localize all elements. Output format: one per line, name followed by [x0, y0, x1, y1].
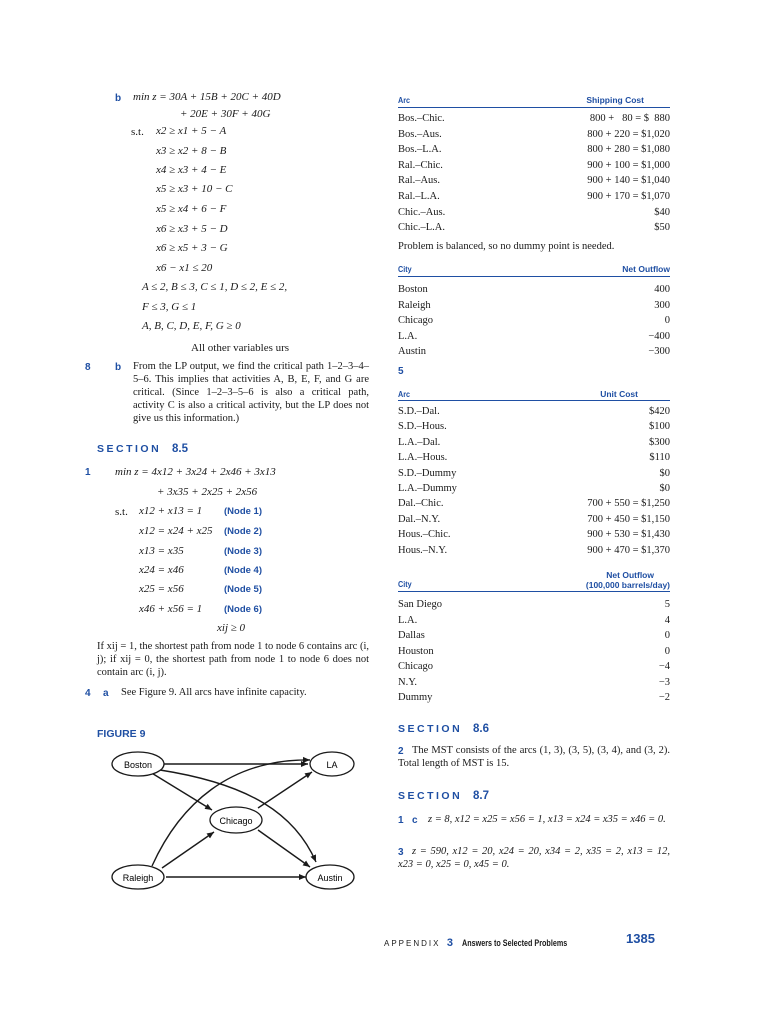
unitcost-cell-right: $0	[659, 467, 670, 479]
footer-appendix-number: 3	[446, 937, 454, 949]
constraint-4: x5 ≥ x3 + 10 − C	[156, 183, 233, 195]
barrels-cell-right: 0	[664, 630, 670, 641]
outflow-cell-right: 300	[654, 299, 670, 311]
unitcost-cell-left: Dal.–N.Y.	[398, 513, 441, 525]
node-austin	[306, 865, 354, 889]
problem-number-1: 1	[85, 467, 91, 478]
problem-number-4: 4	[85, 688, 91, 699]
unitcost-cell-left: Hous.–Chic.	[398, 529, 451, 541]
answer-label-a: a	[103, 688, 109, 699]
lp-objective-line-1: min z = 4x12 + 3x24 + 2x46 + 3x13	[115, 466, 276, 478]
constraint-11: A, B, C, D, E, F, G ≥ 0	[142, 320, 241, 332]
table4-header-outflow: Net Outflow	[606, 570, 654, 580]
shipping-cell-right: 900 + 170 = $1,070	[587, 191, 670, 202]
shipping-cell-right: 800 + 280 = $1,080	[587, 144, 670, 156]
unitcost-cell-left: Hous.–N.Y.	[398, 544, 448, 556]
subject-to: s.t.	[131, 126, 144, 138]
shipping-cell-right: 800 + 220 = $1,020	[587, 128, 670, 140]
page-footer	[384, 933, 593, 951]
arc-chicago-austin	[258, 830, 310, 867]
table4-header-units: (100,000 barrels/day)	[585, 580, 670, 590]
page-number: 1385	[626, 931, 655, 946]
unitcost-cell-right: $0	[659, 483, 670, 494]
unitcost-cell-left: L.A.–Hous.	[398, 452, 448, 464]
table3-header-cost: Unit Cost	[600, 389, 638, 399]
shipping-cell-left: Ral.–Aus.	[398, 175, 440, 187]
shipping-cell-left: Bos.–L.A.	[398, 144, 442, 156]
node-label-2: (Node 2)	[224, 526, 262, 537]
outflow-cell-right: 400	[654, 284, 670, 295]
answer-label-b-8: b	[115, 362, 122, 373]
unitcost-cell-right: 700 + 550 = $1,250	[587, 498, 670, 510]
problem-number-1c: 1	[398, 815, 404, 826]
barrels-cell-right: 0	[664, 645, 670, 657]
table2-rule	[398, 276, 670, 277]
outflow-cell-left: Raleigh	[398, 299, 431, 311]
answer-label-b: b	[115, 93, 122, 104]
node-boston	[112, 752, 164, 776]
unitcost-cell-right: $100	[649, 421, 670, 433]
barrels-cell-right: −3	[658, 676, 670, 688]
outflow-cell-right: 0	[664, 315, 670, 327]
urs-note: All other variables urs	[191, 342, 290, 354]
shipping-cell-left: Bos.–Aus.	[398, 128, 442, 140]
unitcost-cell-right: $300	[649, 436, 670, 448]
shipping-cell-right: 900 + 100 = $1,000	[587, 159, 670, 171]
table1-rule	[398, 107, 670, 108]
barrels-cell-left: N.Y.	[398, 676, 418, 688]
constraint-6: x6 ≥ x3 + 5 − D	[156, 223, 228, 235]
svg-text:Austin: Austin	[317, 873, 343, 883]
unitcost-cell-right: 700 + 450 = $1,150	[587, 513, 670, 525]
node-constraint-5: x25 = x56	[139, 583, 184, 595]
objective-line-1: min z = 30A + 15B + 20C + 40D	[133, 91, 281, 103]
outflow-cell-right: −300	[648, 346, 670, 358]
svg-text:Raleigh: Raleigh	[122, 873, 154, 883]
barrels-cell-left: L.A.	[398, 614, 418, 626]
footer-title: Answers to Selected Problems	[461, 938, 567, 948]
node-label-1: (Node 1)	[224, 506, 262, 517]
node-la	[310, 752, 354, 776]
shipping-cell-right: 900 + 140 = $1,040	[587, 175, 670, 187]
unitcost-cell-left: S.D.–Hous.	[398, 421, 447, 433]
answer-label-c: c	[412, 815, 418, 826]
unitcost-cell-left: S.D.–Dummy	[398, 467, 457, 479]
problem-8-text: From the LP output, we find the critical path 1–2–3–4–5–6. This implies that activities A, B, E, F, and G are critical. (Since 1–2–3–5–6 is also a critical path, activity C is also a critical activity, but the LP does not give us this information.)	[133, 361, 369, 424]
table2-header-outflow: Net Outflow	[622, 264, 670, 274]
unitcost-cell-right: $420	[649, 406, 670, 417]
section-heading-8-7: SECTION 8.7	[398, 790, 490, 802]
lp-subject-to: s.t.	[115, 506, 128, 518]
shipping-cell-right: $40	[654, 206, 670, 218]
node-raleigh	[112, 865, 164, 889]
figure-9-label: FIGURE 9	[97, 728, 146, 740]
svg-text:Chicago: Chicago	[219, 816, 253, 826]
unitcost-cell-right: 900 + 470 = $1,370	[587, 544, 670, 556]
node-label-6: (Node 6)	[224, 604, 262, 615]
table1-header-cost: Shipping Cost	[586, 95, 644, 105]
barrels-cell-left: Chicago	[398, 661, 433, 672]
node-label-4: (Node 4)	[224, 565, 262, 576]
table4-header-city: City	[398, 579, 412, 589]
barrels-cell-left: San Diego	[398, 599, 443, 610]
outflow-cell-left: Austin	[398, 346, 427, 358]
unitcost-cell-left: L.A.–Dal.	[398, 436, 441, 448]
balanced-note: Problem is balanced, so no dummy point is needed.	[398, 241, 615, 252]
table4-rule	[398, 591, 670, 592]
node-constraint-2: x12 = x24 + x25	[139, 525, 213, 537]
unitcost-cell-left: Dal.–Chic.	[398, 498, 444, 510]
table3-rule	[398, 400, 670, 401]
constraint-2: x3 ≥ x2 + 8 − B	[156, 145, 227, 157]
problem-4-text: See Figure 9. All arcs have infinite capacity.	[121, 687, 307, 698]
outflow-cell-left: Chicago	[398, 315, 433, 327]
barrels-cell-left: Dummy	[398, 692, 433, 703]
unitcost-cell-left: L.A.–Dummy	[398, 483, 457, 494]
nonnegativity: xij ≥ 0	[217, 622, 246, 634]
constraint-5: x5 ≥ x4 + 6 − F	[156, 203, 227, 215]
objective-line-2: + 20E + 30F + 40G	[180, 108, 271, 120]
shortest-path-explanation: If xij = 1, the shortest path from node 1 to node 6 contains arc (i, j); if xij = 0, the shortest path from node 1 to node 6 does not contain arc (i, j).	[97, 641, 369, 678]
section-heading-8-5: SECTION 8.5	[97, 443, 189, 455]
constraint-3: x4 ≥ x3 + 4 − E	[156, 164, 227, 176]
figure-9-network-diagram	[110, 744, 370, 894]
shipping-cell-left: Bos.–Chic.	[398, 113, 445, 124]
barrels-cell-left: Dallas	[398, 630, 425, 641]
problem-number-8: 8	[85, 362, 91, 373]
unitcost-cell-left: S.D.–Dal.	[398, 406, 440, 417]
constraint-1: x2 ≥ x1 + 5 − A	[156, 125, 227, 137]
problem-1c-answer: z = 8, x12 = x25 = x56 = 1, x13 = x24 = x35 = x46 = 0.	[428, 814, 666, 825]
table3-header-arc: Arc	[398, 389, 411, 399]
barrels-cell-right: −2	[658, 692, 670, 703]
shipping-cell-left: Chic.–L.A.	[398, 222, 445, 234]
problem-number-3: 3	[398, 847, 404, 858]
svg-text:Boston: Boston	[123, 760, 153, 770]
constraint-8: x6 − x1 ≤ 20	[156, 262, 213, 274]
constraint-9: A ≤ 2, B ≤ 3, C ≤ 1, D ≤ 2, E ≤ 2,	[142, 281, 288, 293]
section-heading-8-6: SECTION 8.6	[398, 723, 490, 735]
svg-text:LA: LA	[326, 760, 338, 770]
problem-number-5: 5	[398, 366, 404, 377]
constraint-10: F ≤ 3, G ≤ 1	[142, 301, 197, 313]
node-constraint-1: x12 + x13 = 1	[139, 505, 203, 517]
node-constraint-6: x46 + x56 = 1	[139, 603, 203, 615]
lp-objective-line-2: + 3x35 + 2x25 + 2x56	[157, 486, 258, 498]
barrels-cell-left: Houston	[398, 645, 434, 657]
constraint-7: x6 ≥ x5 + 3 − G	[156, 242, 228, 254]
footer-appendix: APPENDIX	[384, 939, 441, 948]
shipping-cell-right: 800 + 80 = $ 880	[589, 113, 670, 124]
barrels-cell-right: 5	[664, 599, 670, 610]
outflow-cell-left: L.A.	[398, 330, 418, 342]
arc-boston-chicago	[150, 772, 212, 810]
outflow-cell-right: −400	[648, 330, 670, 342]
node-constraint-3: x13 = x35	[139, 545, 184, 557]
mst-answer: The MST consists of the arcs (1, 3), (3, 5), (3, 4), and (3, 2). Total length of MST is 15.	[398, 745, 670, 769]
barrels-cell-right: 4	[664, 614, 670, 626]
arc-chicago-la	[258, 772, 312, 808]
node-label-3: (Node 3)	[224, 546, 262, 557]
node-label-5: (Node 5)	[224, 584, 262, 595]
shipping-cell-left: Ral.–Chic.	[398, 159, 443, 171]
problem-number-2: 2	[398, 746, 404, 757]
outflow-cell-left: Boston	[398, 284, 428, 295]
table1-header-arc: Arc	[398, 95, 411, 105]
problem-3-answer: z = 590, x12 = 20, x24 = 20, x34 = 2, x35 = 2, x13 = 12, x23 = 0, x25 = 0, x45 = 0.	[398, 846, 670, 870]
barrels-cell-right: −4	[658, 661, 670, 672]
unitcost-cell-right: $110	[649, 452, 670, 464]
shipping-cell-left: Ral.–L.A.	[398, 191, 440, 202]
unitcost-cell-right: 900 + 530 = $1,430	[587, 529, 670, 541]
table2-header-city: City	[398, 264, 412, 274]
shipping-cell-left: Chic.–Aus.	[398, 206, 446, 218]
node-constraint-4: x24 = x46	[139, 564, 184, 576]
node-chicago	[210, 807, 262, 833]
shipping-cell-right: $50	[654, 222, 670, 234]
arc-raleigh-chicago	[162, 832, 214, 868]
